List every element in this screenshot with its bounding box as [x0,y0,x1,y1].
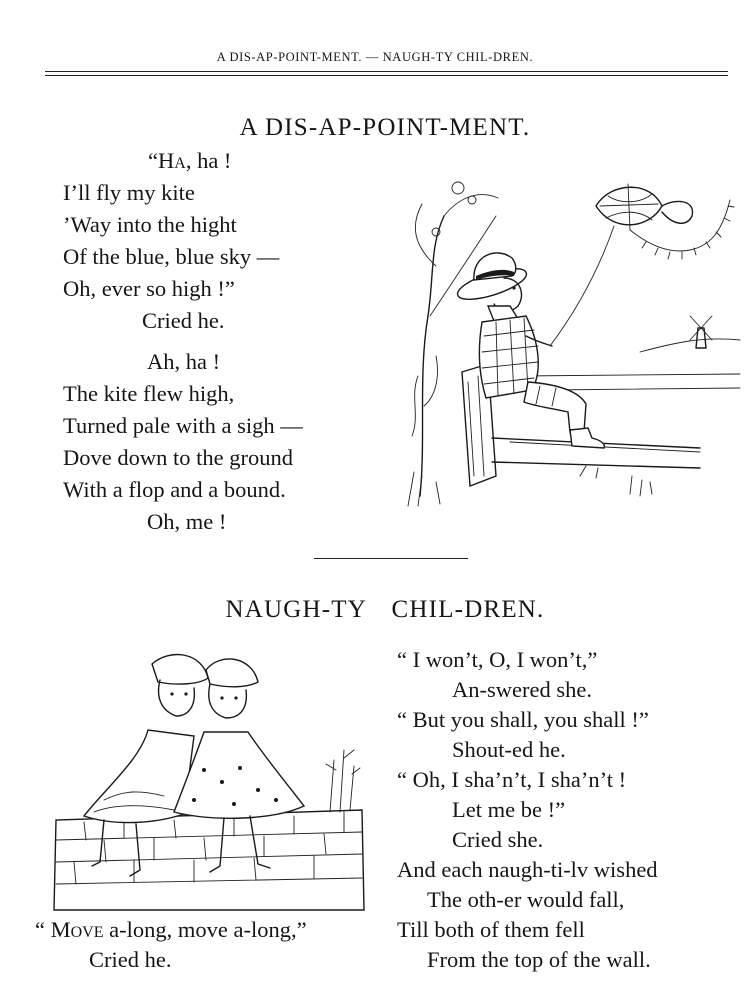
smallcap-word: Move [50,917,104,942]
poem1-line-3: ’Way into the hight [63,212,237,237]
poem2-title: NAUGH-TY CHIL-DREN. [225,596,545,623]
poem1-line-7: Ah, ha ! [147,349,221,374]
poem2-line-8: And each naugh-ti-lv wished [397,857,658,882]
boy-flying-kite-illustration [400,176,742,506]
poem2-line-11: From the top of the wall. [427,947,651,972]
poem2-left-line-1 [35,915,307,945]
poem1-line-2: I’ll fly my kite [63,180,195,205]
smallcap-word: Ha [158,148,186,173]
poem2-line-9: The oth-er would fall, [427,887,625,912]
header-rule-top [45,71,728,72]
poem2-line-6: Let me be !” [452,797,566,822]
open-quote: “ [35,917,51,942]
children-on-wall-illustration [44,640,374,912]
poem2-line-4: Shout-ed he. [452,737,566,762]
poem1-line-8: The kite flew high, [63,381,235,406]
poem1-line-9: Turned pale with a sigh — [63,413,303,438]
header-rule-bottom [45,75,728,76]
poem2-line-3: “ But you shall, you shall !” [397,707,649,732]
poem2-line-2: An-swered she. [452,677,592,702]
poem1-line-12: Oh, me ! [147,509,227,534]
left-first-rest: a-long, move a-long,” [103,917,307,942]
section-divider [314,558,468,559]
poem2-line-10: Till both of them fell [397,917,585,942]
poem1-line-4: Of the blue, blue sky — [63,244,280,269]
poem2-left-line-2: Cried he. [89,947,172,972]
poem1-line-6: Cried he. [142,308,225,333]
poem2-line-7: Cried she. [452,827,544,852]
poem1-line-10: Dove down to the ground [63,445,293,470]
running-head: A DIS-AP-POINT-MENT. — NAUGH-TY CHIL-DREN. [216,50,534,64]
poem1-line-5: Oh, ever so high !” [63,276,235,301]
poem2-line-1: “ I won’t, O, I won’t,” [397,647,598,672]
first-line-rest: , ha ! [185,148,232,173]
windmill-icon [690,316,712,348]
open-quote: “ [148,148,158,173]
poem1-line-11: With a flop and a bound. [63,477,286,502]
poem1-line-1 [148,146,231,176]
poem1-title: A DIS-AP-POINT-MENT. [239,114,531,141]
poem2-line-5: “ Oh, I sha’n’t, I sha’n’t ! [397,767,627,792]
